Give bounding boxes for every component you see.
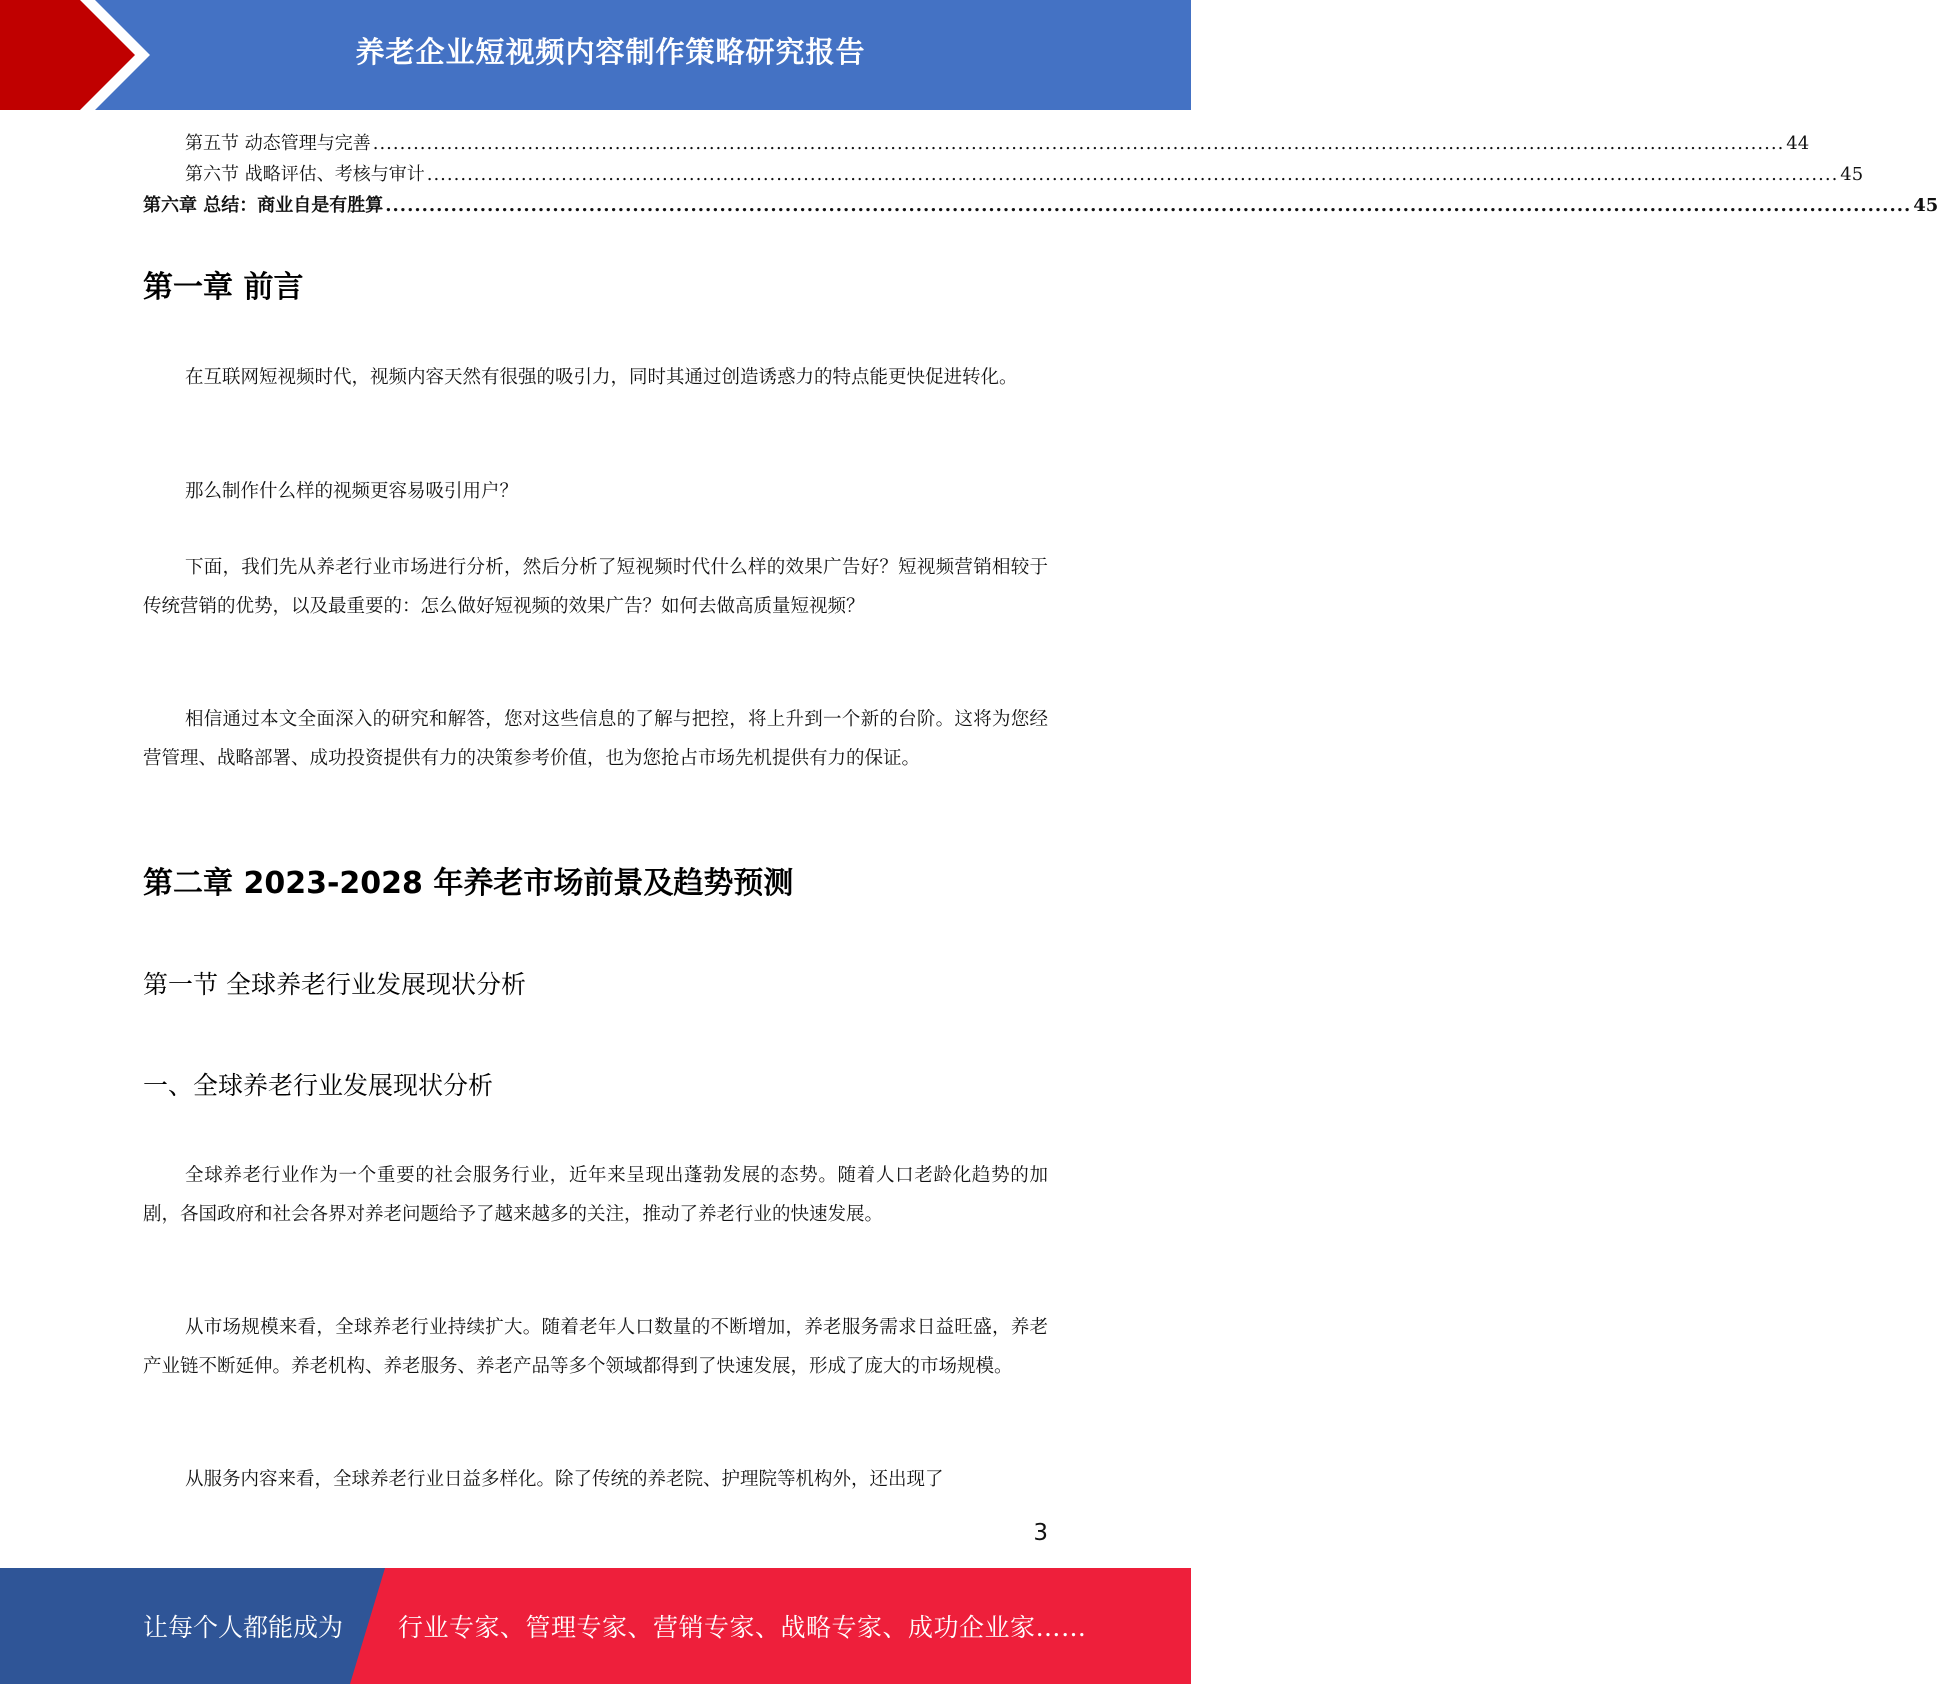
toc-leader-dots: .................................................................................................................................................................................................................. — [372, 133, 1785, 154]
toc-entry-label: 第六章 总结：商业自是有胜算 — [143, 195, 384, 216]
page-number: 3 — [1033, 1520, 1048, 1546]
table-of-contents — [143, 128, 1938, 221]
toc-leader-dots: .................................................................................................................................................................................................................. — [385, 195, 1912, 216]
toc-entry[interactable] — [143, 159, 1864, 190]
page-footer — [0, 1568, 1191, 1684]
report-title: 养老企业短视频内容制作策略研究报告 — [355, 34, 866, 69]
toc-leader-dots: .................................................................................................................................................................................................................. — [426, 164, 1839, 185]
paragraph: 在互联网短视频时代，视频内容天然有很强的吸引力，同时其通过创造诱惑力的特点能更快促进转化。 — [185, 367, 1018, 388]
toc-entry-page: 44 — [1786, 133, 1810, 154]
footer-slogan-left: 让每个人都能成为 — [143, 1613, 344, 1642]
toc-entry-page: 45 — [1913, 195, 1938, 216]
paragraph: 从服务内容来看，全球养老行业日益多样化。除了传统的养老院、护理院等机构外，还出现了 — [185, 1469, 944, 1490]
paragraph: 下面，我们先从养老行业市场进行分析，然后分析了短视频时代什么样的效果广告好？短视频营销相较于传统营销的优势，以及最重要的：怎么做好短视频的效果广告？如何去做高质量短视频？ — [143, 557, 1048, 617]
chapter-1-heading: 第一章 前言 — [143, 270, 304, 305]
paragraph: 全球养老行业作为一个重要的社会服务行业，近年来呈现出蓬勃发展的态势。随着人口老龄化趋势的加剧，各国政府和社会各界对养老问题给予了越来越多的关注，推动了养老行业的快速发展。 — [143, 1165, 1048, 1225]
paragraph: 从市场规模来看，全球养老行业持续扩大。随着老年人口数量的不断增加，养老服务需求日益旺盛，养老产业链不断延伸。养老机构、养老服务、养老产品等多个领域都得到了快速发展，形成了庞大的市场规模。 — [143, 1317, 1048, 1377]
subsection-heading: 一、全球养老行业发展现状分析 — [143, 1071, 494, 1100]
toc-entry-label: 第六节 战略评估、考核与审计 — [185, 164, 425, 185]
paragraph: 那么制作什么样的视频更容易吸引用户？ — [185, 481, 519, 502]
paragraph: 相信通过本文全面深入的研究和解答，您对这些信息的了解与把控，将上升到一个新的台阶。这将为您经营管理、战略部署、成功投资提供有力的决策参考价值，也为您抢占市场先机提供有力的保证。 — [143, 709, 1048, 769]
toc-entry[interactable] — [143, 128, 1810, 159]
chapter-2-heading: 第二章 2023-2028 年养老市场前景及趋势预测 — [143, 866, 794, 901]
toc-entry-label: 第五节 动态管理与完善 — [185, 133, 371, 154]
toc-entry-page: 45 — [1840, 164, 1864, 185]
section-heading: 第一节 全球养老行业发展现状分析 — [143, 970, 526, 999]
footer-slogan-right: 行业专家、管理专家、营销专家、战略专家、成功企业家…… — [398, 1613, 1087, 1642]
toc-entry-chapter[interactable] — [143, 190, 1938, 221]
page-header — [0, 0, 1191, 110]
